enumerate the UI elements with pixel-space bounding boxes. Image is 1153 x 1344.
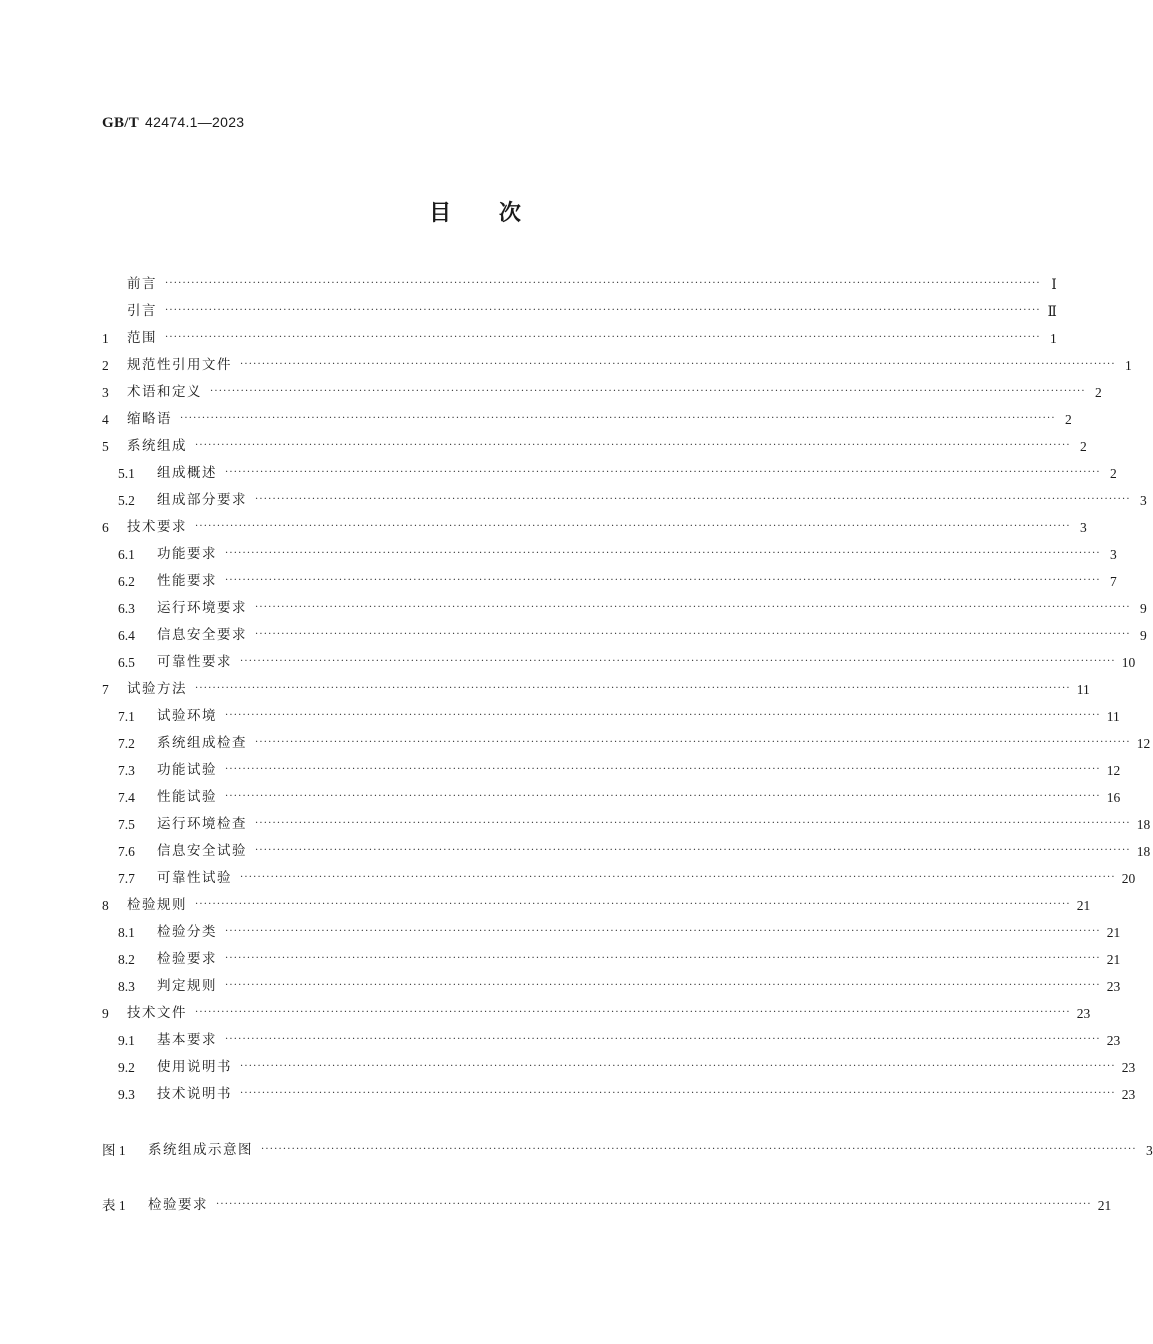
dot-leader: ········································································································································································································ [210, 386, 1086, 397]
toc-entry-label: 判定规则 [157, 978, 217, 994]
toc-entry-label: 规范性引用文件 [127, 357, 232, 373]
toc-section-entry[interactable] [102, 406, 1072, 433]
toc-entry-page: 21 [1097, 1198, 1112, 1213]
dot-leader: ········································································································································································································ [240, 1061, 1116, 1072]
toc-subsection-entry[interactable] [118, 730, 1151, 757]
toc-entry-page: 3 [1140, 493, 1147, 508]
toc-entry-label: 技术文件 [127, 1005, 187, 1021]
toc-entry-label: 术语和定义 [127, 384, 202, 400]
toc-section-entry[interactable] [102, 271, 1057, 298]
toc-entry-label: 运行环境检查 [157, 816, 247, 832]
toc-entry-number: 6.4 [118, 628, 135, 643]
toc-entry-number: 6.2 [118, 574, 135, 589]
toc-entry-label: 试验方法 [127, 681, 187, 697]
toc-entry-number: 1 [102, 331, 109, 346]
toc-subsection-entry[interactable] [118, 487, 1147, 514]
toc-subsection-entry[interactable] [118, 865, 1136, 892]
toc-entry-number: 7 [102, 682, 109, 697]
toc-entry-number: 9.1 [118, 1033, 135, 1048]
toc-entry-label: 检验要求 [148, 1197, 208, 1213]
toc-entry-page: Ⅰ [1051, 277, 1057, 292]
toc-entry-label: 使用说明书 [157, 1059, 232, 1075]
toc-entry-number: 7.3 [118, 763, 135, 778]
toc-entry-number: 6.1 [118, 547, 135, 562]
toc-entry-page: 23 [1121, 1060, 1136, 1075]
toc-entry-page: 3 [1110, 547, 1117, 562]
toc-subsection-entry[interactable] [118, 811, 1151, 838]
toc-entry-label: 性能试验 [157, 789, 217, 805]
toc-section-entry[interactable] [102, 676, 1090, 703]
toc-section-entry[interactable] [102, 325, 1057, 352]
toc-entry-page: 12 [1106, 763, 1121, 778]
figure-list-entry[interactable] [102, 1137, 1153, 1164]
dot-leader: ········································································································································································································ [255, 845, 1131, 856]
toc-subsection-entry[interactable] [118, 973, 1121, 1000]
dot-leader: ········································································································································································································ [165, 278, 1041, 289]
toc-entry-label: 检验规则 [127, 897, 187, 913]
toc-entry-page: 3 [1146, 1143, 1153, 1158]
toc-entry-label: 功能试验 [157, 762, 217, 778]
dot-leader: ········································································································································································································ [225, 953, 1101, 964]
toc-entry-label: 系统组成检查 [157, 735, 247, 751]
toc-entry-number: 6.3 [118, 601, 135, 616]
toc-entry-number: 9.3 [118, 1087, 135, 1102]
toc-entry-page: 7 [1110, 574, 1117, 589]
toc-entry-page: 9 [1140, 628, 1147, 643]
toc-entry-page: 11 [1076, 682, 1090, 697]
toc-entry-page: 2 [1110, 466, 1117, 481]
toc-entry-label: 缩略语 [127, 411, 172, 427]
toc-subsection-entry[interactable] [118, 757, 1121, 784]
dot-leader: ········································································································································································································ [225, 710, 1101, 721]
dot-leader: ········································································································································································································ [195, 440, 1071, 451]
dot-leader: ········································································································································································································ [225, 764, 1101, 775]
toc-entry-number: 8 [102, 898, 109, 913]
toc-entry-number: 9 [102, 1006, 109, 1021]
toc-subsection-entry[interactable] [118, 541, 1117, 568]
toc-entry-label: 检验要求 [157, 951, 217, 967]
toc-entry-number: 5.1 [118, 466, 135, 481]
dot-leader: ········································································································································································································ [225, 467, 1101, 478]
dot-leader: ········································································································································································································ [240, 872, 1116, 883]
toc-entry-label: 检验分类 [157, 924, 217, 940]
toc-entry-label: 引言 [127, 303, 157, 319]
toc-subsection-entry[interactable] [118, 784, 1121, 811]
dot-leader: ········································································································································································································ [255, 818, 1131, 829]
toc-section-entry[interactable] [102, 1000, 1091, 1027]
toc-section-entry[interactable] [102, 379, 1102, 406]
dot-leader: ········································································································································································································ [240, 359, 1116, 370]
toc-entry-page: 18 [1136, 844, 1151, 859]
toc-entry-number: 7.1 [118, 709, 135, 724]
toc-entry-page: 23 [1106, 1033, 1121, 1048]
toc-entry-page: 9 [1140, 601, 1147, 616]
toc-entry-label: 信息安全试验 [157, 843, 247, 859]
toc-entry-page: 23 [1076, 1006, 1091, 1021]
toc-entry-label: 技术说明书 [157, 1086, 232, 1102]
toc-entry-number: 2 [102, 358, 109, 373]
dot-leader: ········································································································································································································ [225, 980, 1101, 991]
toc-entry-label: 系统组成示意图 [148, 1142, 253, 1158]
toc-entry-label: 试验环境 [157, 708, 217, 724]
toc-entry-label: 组成概述 [157, 465, 217, 481]
toc-entry-label: 功能要求 [157, 546, 217, 562]
toc-subsection-entry[interactable] [118, 1054, 1136, 1081]
toc-entry-number: 7.4 [118, 790, 135, 805]
toc-section-entry[interactable] [102, 298, 1057, 325]
toc-entry-number: 4 [102, 412, 109, 427]
toc-entry-number: 表 1 [102, 1198, 126, 1213]
dot-leader: ········································································································································································································ [165, 305, 1041, 316]
dot-leader: ········································································································································································································ [195, 521, 1071, 532]
toc-subsection-entry[interactable] [118, 1081, 1136, 1108]
toc-entry-label: 可靠性试验 [157, 870, 232, 886]
dot-leader: ········································································································································································································ [225, 791, 1101, 802]
toc-section-entry[interactable] [102, 892, 1091, 919]
toc-entry-page: 12 [1136, 736, 1151, 751]
toc-entry-label: 性能要求 [157, 573, 217, 589]
toc-entry-page: 3 [1080, 520, 1087, 535]
dot-leader: ········································································································································································································ [180, 413, 1056, 424]
toc-entry-page: 20 [1121, 871, 1136, 886]
toc-section-entry[interactable] [102, 433, 1087, 460]
dot-leader: ········································································································································································································ [195, 899, 1071, 910]
toc-entry-label: 系统组成 [127, 438, 187, 454]
toc-entry-number: 7.7 [118, 871, 135, 886]
toc-entry-page: 10 [1121, 655, 1136, 670]
toc-subsection-entry[interactable] [118, 622, 1147, 649]
toc-entry-label: 信息安全要求 [157, 627, 247, 643]
toc-entry-page: 18 [1136, 817, 1151, 832]
toc-entry-page: 23 [1121, 1087, 1136, 1102]
toc-entry-page: Ⅱ [1047, 304, 1057, 319]
table-list-entry[interactable] [102, 1192, 1112, 1219]
dot-leader: ········································································································································································································ [261, 1144, 1137, 1155]
dot-leader: ········································································································································································································ [255, 737, 1131, 748]
toc-section-entry[interactable] [102, 514, 1087, 541]
toc-entry-page: 1 [1125, 358, 1132, 373]
toc-entry-label: 技术要求 [127, 519, 187, 535]
toc-entry-number: 5 [102, 439, 109, 454]
toc-entry-label: 组成部分要求 [157, 492, 247, 508]
standard-code [102, 114, 244, 132]
toc-subsection-entry[interactable] [118, 703, 1120, 730]
dot-leader: ········································································································································································································ [225, 926, 1101, 937]
dot-leader: ········································································································································································································ [240, 1088, 1116, 1099]
toc-subsection-entry[interactable] [118, 838, 1151, 865]
dot-leader: ········································································································································································································ [225, 1034, 1101, 1045]
toc-entry-page: 2 [1080, 439, 1087, 454]
toc-entry-page: 11 [1106, 709, 1120, 724]
dot-leader: ········································································································································································································ [225, 548, 1101, 559]
toc-entry-page: 21 [1106, 952, 1121, 967]
toc-entry-number: 8.1 [118, 925, 135, 940]
dot-leader: ········································································································································································································ [195, 1007, 1071, 1018]
page-title: 目 次 [429, 201, 521, 226]
standard-prefix: GB/T [102, 115, 140, 131]
toc-entry-number: 7.2 [118, 736, 135, 751]
toc-subsection-entry[interactable] [118, 460, 1117, 487]
toc-entry-page: 23 [1106, 979, 1121, 994]
toc-entry-number: 6 [102, 520, 109, 535]
toc-subsection-entry[interactable] [118, 595, 1147, 622]
dot-leader: ········································································································································································································ [240, 656, 1116, 667]
toc-subsection-entry[interactable] [118, 1027, 1121, 1054]
dot-leader: ········································································································································································································ [255, 494, 1131, 505]
toc-entry-label: 基本要求 [157, 1032, 217, 1048]
toc-entry-page: 21 [1076, 898, 1091, 913]
toc-entry-number: 3 [102, 385, 109, 400]
dot-leader: ········································································································································································································ [165, 332, 1041, 343]
toc-subsection-entry[interactable] [118, 568, 1117, 595]
dot-leader: ········································································································································································································ [255, 629, 1131, 640]
toc-entry-label: 可靠性要求 [157, 654, 232, 670]
toc-entry-number: 5.2 [118, 493, 135, 508]
dot-leader: ········································································································································································································ [225, 575, 1101, 586]
dot-leader: ········································································································································································································ [255, 602, 1131, 613]
dot-leader: ········································································································································································································ [216, 1199, 1092, 1210]
toc-entry-page: 2 [1095, 385, 1102, 400]
toc-entry-number: 7.6 [118, 844, 135, 859]
standard-number: 42474.1—2023 [145, 114, 245, 130]
toc-subsection-entry[interactable] [118, 946, 1121, 973]
toc-entry-label: 范围 [127, 330, 157, 346]
toc-entry-number: 6.5 [118, 655, 135, 670]
toc-entry-number: 8.3 [118, 979, 135, 994]
toc-entry-number: 8.2 [118, 952, 135, 967]
toc-subsection-entry[interactable] [118, 649, 1136, 676]
toc-entry-label: 前言 [127, 276, 157, 292]
toc-entry-page: 21 [1106, 925, 1121, 940]
toc-entry-label: 运行环境要求 [157, 600, 247, 616]
toc-entry-page: 16 [1106, 790, 1121, 805]
toc-entry-page: 2 [1065, 412, 1072, 427]
toc-entry-page: 1 [1050, 331, 1057, 346]
toc-entry-number: 7.5 [118, 817, 135, 832]
toc-subsection-entry[interactable] [118, 919, 1121, 946]
dot-leader: ········································································································································································································ [195, 683, 1071, 694]
toc-section-entry[interactable] [102, 352, 1132, 379]
toc-entry-number: 9.2 [118, 1060, 135, 1075]
toc-entry-number: 图 1 [102, 1143, 126, 1158]
